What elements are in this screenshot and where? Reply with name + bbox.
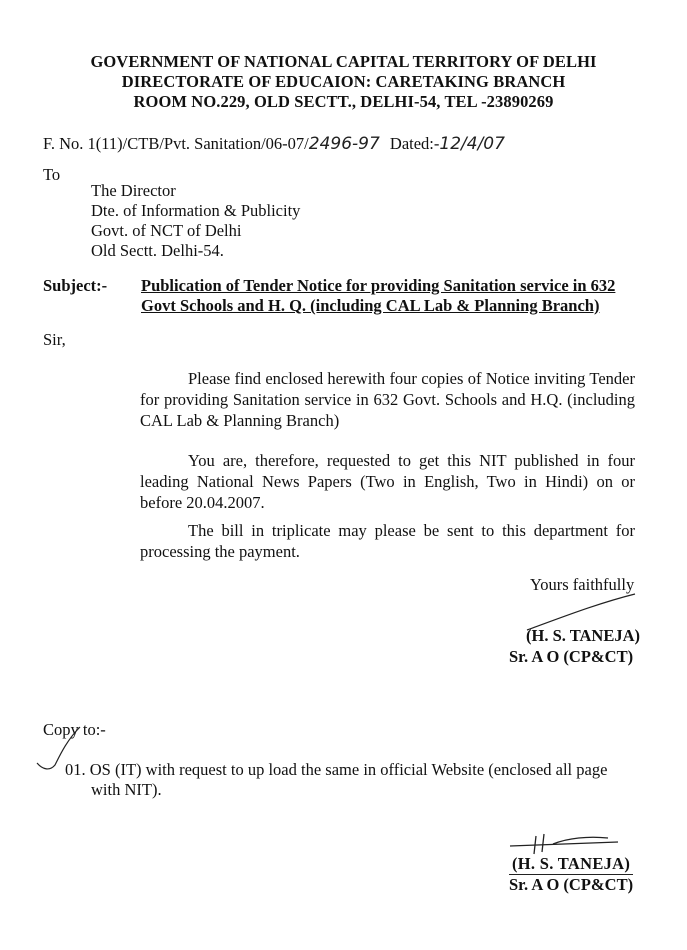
addressee-line: Govt. of NCT of Delhi [91, 221, 242, 240]
handwritten-dispatch-number: 2496-97 [308, 134, 380, 154]
letterhead-line-1: GOVERNMENT OF NATIONAL CAPITAL TERRITORY OF DELHI [90, 52, 597, 71]
signatory-name: (H. S. TANEJA) [526, 626, 640, 645]
addressee-line: Dte. of Information & Publicity [91, 201, 301, 220]
copy-to-item-line-1: 01. OS (IT) with request to up load the same in official Website (enclosed all page [65, 760, 608, 779]
closing: Yours faithfully [530, 575, 635, 594]
handwritten-date: 12/4/07 [439, 134, 505, 154]
salutation: Sir, [43, 330, 66, 349]
body-paragraph-2: You are, therefore, requested to get this NIT published in four leading National News Papers (Two in English, Two in Hindi) on or before 20.04.2007. [140, 451, 635, 512]
letterhead-line-3: ROOM NO.229, OLD SECTT., DELHI-54, TEL -23890269 [133, 92, 554, 111]
copy-to-item-line-2: with NIT). [91, 780, 162, 799]
signatory-bottom-name: (H. S. TANEJA) [512, 854, 631, 873]
body-paragraph-3: The bill in triplicate may please be sent to this department for processing the payment. [140, 521, 635, 561]
file-number-line [43, 134, 505, 154]
subject-line-2: Govt Schools and H. Q. (including CAL Lab & Planning Branch) [141, 296, 600, 315]
signatory-bottom-designation: Sr. A O (CP&CT) [509, 875, 634, 894]
letterhead-line-2: DIRECTORATE OF EDUCAION: CARETAKING BRANCH [121, 72, 566, 91]
body-paragraph-1: Please find enclosed herewith four copies of Notice inviting Tender for providing Sanitation service in 632 Govt. Schools and H.Q. (including CAL Lab & Planning Branch) [140, 369, 635, 430]
subject-line-1: Publication of Tender Notice for providing Sanitation service in 632 [141, 276, 616, 295]
file-number-label: F. No. 1(11)/CTB/Pvt. Sanitation/06-07/ [43, 134, 309, 153]
addressee-block [91, 181, 300, 261]
copy-to-label: Copy to:- [43, 720, 106, 739]
addressee-line: The Director [91, 181, 176, 200]
signatory-designation: Sr. A O (CP&CT) [509, 647, 634, 666]
dated-label: Dated:- [389, 134, 440, 153]
to-label: To [43, 165, 61, 184]
subject-label: Subject:- [43, 276, 108, 295]
addressee-line: Old Sectt. Delhi-54. [91, 241, 224, 260]
